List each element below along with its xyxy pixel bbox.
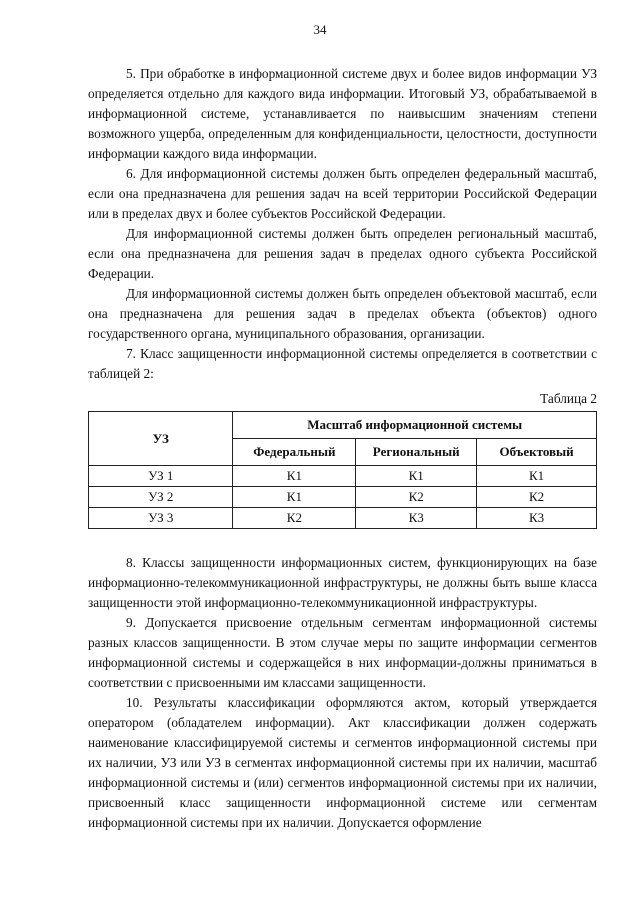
header-regional: Региональный [356, 439, 477, 466]
row-label: УЗ 1 [89, 466, 233, 487]
header-federal: Федеральный [233, 439, 356, 466]
row-label: УЗ 2 [89, 487, 233, 508]
row-label: УЗ 3 [89, 508, 233, 529]
paragraph-regional: Для информационной системы должен быть определен региональный масштаб, если она предназначена для решения задач в пределах одного субъекта Российской Федерации. [88, 226, 597, 281]
spacer [88, 529, 597, 553]
paragraph-10: 10. Результаты классификации оформляются актом, который утверждается оператором (обладателем информации). Акт классификации должен содержать наименование классифицируемой системы и сегментов информационной системы при их наличии, УЗ или УЗ в сегментах информационной системы при их наличии, масштаб информационной системы и (или) сегментов информационной системы при их наличии, присвоенный класс защищенности информационной системе или сегментам информационной системы при их наличии. Допускается оформление [88, 695, 597, 830]
paragraph-9: 9. Допускается присвоение отдельным сегментам информационной системы разных классов защищенности. В этом случае меры по защите информации сегментов информационной системы и содержащейся в них информации-должны приниматься в соответствии с присвоенными им классами защищенности. [88, 615, 597, 690]
table-cell: К1 [233, 487, 356, 508]
page-number: 34 [313, 22, 327, 37]
paragraph-object: Для информационной системы должен быть определен объектовой масштаб, если она предназначена для решения задач в пределах объекта (объектов) одного государственного органа, муниципального образования, организации. [88, 286, 597, 341]
paragraph-5: 5. При обработке в информационной системе двух и более видов информации УЗ определяется отдельно для каждого вида информации. Итоговый УЗ, обрабатываемой в информационной системе, устанавливается по наивысшим значениям степени возможного ущерба, определенным для конфиденциальности, целостности, доступности информации каждого вида информации. [88, 66, 597, 161]
header-uz: УЗ [89, 412, 233, 466]
table-cell: К3 [477, 508, 597, 529]
table-cell: К2 [233, 508, 356, 529]
table-caption: Таблица 2 [540, 391, 597, 406]
paragraph-8: 8. Классы защищенности информационных систем, функционирующих на базе информационно-телекоммуникационной инфраструктуры, не должны быть выше класса защищенности этой информационно-телекоммуникационной инфраструктуры. [88, 555, 597, 610]
paragraph-6: 6. Для информационной системы должен быть определен федеральный масштаб, если она предназначена для решения задач на всей территории Российской Федерации или в пределах двух и более субъектов Российской Федерации. [88, 166, 597, 221]
table-cell: К1 [477, 466, 597, 487]
table-row [89, 466, 597, 487]
table-cell: К2 [356, 487, 477, 508]
table-cell: К3 [356, 508, 477, 529]
table-row [89, 508, 597, 529]
header-scale: Масштаб информационной системы [233, 412, 597, 439]
table-header-row [89, 412, 597, 439]
table-cell: К1 [233, 466, 356, 487]
table-row [89, 487, 597, 508]
document-body [88, 64, 597, 833]
header-object: Объектовый [477, 439, 597, 466]
paragraph-7: 7. Класс защищенности информационной системы определяется в соответствии с таблицей 2: [88, 346, 597, 381]
table-cell: К2 [477, 487, 597, 508]
security-class-table [88, 411, 597, 529]
table-cell: К1 [356, 466, 477, 487]
